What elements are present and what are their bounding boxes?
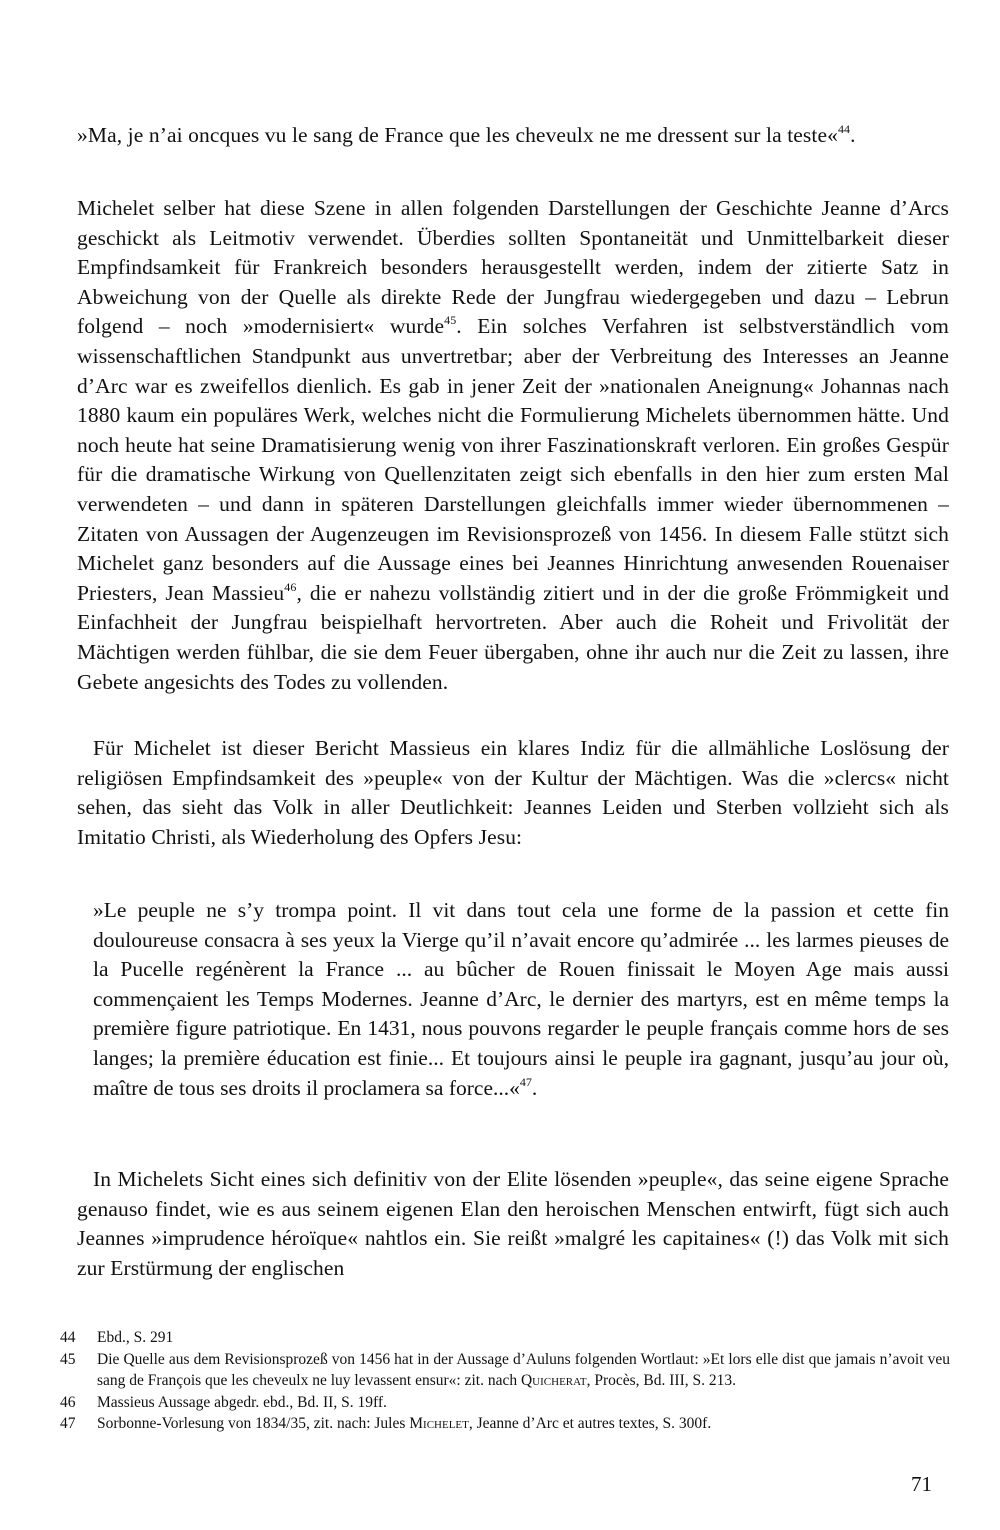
- opening-quote: »Ma, je n’ai oncques vu le sang de France que les cheveulx ne me dressent sur la teste«$^{44}$.: [77, 122, 856, 147]
- footnote-ref[interactable]: 47: [519, 1074, 532, 1089]
- quote-text: »Ma, je n’ai oncques vu le sang de France que les cheveulx ne me dressent sur la teste«: [77, 123, 838, 147]
- footnotes: [60, 1327, 950, 1435]
- footnote-44: 44 Ebd., S. 291: [60, 1329, 174, 1346]
- footnote-45: 45 Die Quelle aus dem Revisionsprozeß von 1456 hat in der Aussage d’Auluns folgenden Wortlaut: »Et lors elle dist que jamais n’avoit veu sang de François que les cheveulx ne luy levassent ensur«: zit. nach Quicherat, Procès, Bd. III, S. 213.: [60, 1350, 950, 1389]
- body-paragraph-3: In Michelets Sicht eines sich definitiv von der Elite lösenden »peuple«, das seine eigene Sprache genauso findet, wie es aus seinem eigenen Elan den heroischen Menschen entwirft, fügt sich auch Jeannes »imprudence héroïque« nahtlos ein. Sie reißt »malgré les capitaines« (!) das Volk mit sich zur Erstürmung der englischen: [77, 1167, 949, 1280]
- footnote-ref[interactable]: 46: [284, 579, 297, 594]
- author-name: Michelet: [409, 1415, 469, 1432]
- footnote-46: 46 Massieus Aussage abgedr. ebd., Bd. II, S. 19ff.: [60, 1393, 387, 1411]
- page-number: 71: [911, 1472, 932, 1496]
- footnote-ref[interactable]: 44: [837, 122, 851, 136]
- body-paragraph-2: Für Michelet ist dieser Bericht Massieus ein klares Indiz für die allmähliche Loslösung der religiösen Empfindsamkeit des »peuple« von der Kultur der Mächtigen. Was die »clercs« nicht sehen, das sieht das Volk in aller Deutlichkeit: Jeannes Leiden und Sterben vollzieht sich als Imitatio Christi, als Wiederholung des Opfers Jesu:: [77, 736, 949, 849]
- body-paragraph-1: Michelet selber hat diese Szene in allen folgenden Darstellungen der Geschichte Jeanne d’Arcs geschickt als Leitmotiv verwendet. Überdies sollten Spontaneität und Unmittelbarkeit dieser Empfindsamkeit für Frankreich besonders herausgestellt werden, indem der zitierte Satz in Abweichung von der Quelle als direkte Rede der Jungfrau wiedergegeben und dazu – Lebrun folgend – noch »modernisiert« wurde$^{45}$. Ein solches Verfahren ist selbstverständlich vom wissenschaftlichen Standpunkt aus unvertretbar; aber der Verbreitung des Interesses an Jeanne d’Arc war es zweifellos dienlich. Es gab in jener Zeit der »nationalen Aneignung« Johannas nach 1880 kaum ein populäres Werk, welches nicht die Formulierung Michelets übernommen hätte. Und noch heute hat seine Dramatisierung wenig von ihrer Faszinationskraft verloren. Ein großes Gespür für die dramatische Wirkung von Quellenzitaten zeigt sich ebenfalls in den hier zum ersten Mal verwendeten – und dann in späteren Darstellungen gleichfalls immer wieder übernommenen – Zitaten von Aussagen der Augenzeugen im Revisionsprozeß von 1456. In diesem Falle stützt sich Michelet ganz besonders auf die Aussage eines bei Jeannes Hinrichtung anwesenden Rouenaiser Priesters, Jean Massieu$^{46}$, die er nahezu vollständig zitiert und in der die große Frömmigkeit und Einfachheit der Jungfrau beispielhaft hervortreten. Aber auch die Roheit und Frivolität der Mächtigen werden fühlbar, die sie dem Feuer übergaben, ohne ihr auch nur die Zeit zu lassen, ihre Gebete angesichts des Todes zu vollenden.: [77, 196, 949, 694]
- footnote-47: 47 Sorbonne-Vorlesung von 1834/35, zit. nach: Jules Michelet, Jeanne d’Arc et autres textes, S. 300f.: [60, 1415, 712, 1432]
- footnote-ref[interactable]: 45: [444, 313, 457, 328]
- author-name: Quicherat: [520, 1372, 587, 1389]
- block-quote: »Le peuple ne s’y trompa point. Il vit dans tout cela une forme de la passion et cette fin douloureuse consacra à ses yeux la Vierge qu’il n’avait encore qu’admirée ... les larmes pieuses de la Pucelle regénèrent la France ... au bûcher de Rouen finissait le Moyen Age mais aussi commençaient les Temps Modernes. Jeanne d’Arc, le dernier des martyrs, est en même temps la première figure patriotique. En 1431, nous pouvons regarder le peuple français comme hors de ses langes; la première éducation est finie... Et toujours ainsi le peuple ira gagnant, jusqu’au jour où, maître de tous ses droits il proclamera sa force...«$^{47}$.: [93, 898, 949, 1100]
